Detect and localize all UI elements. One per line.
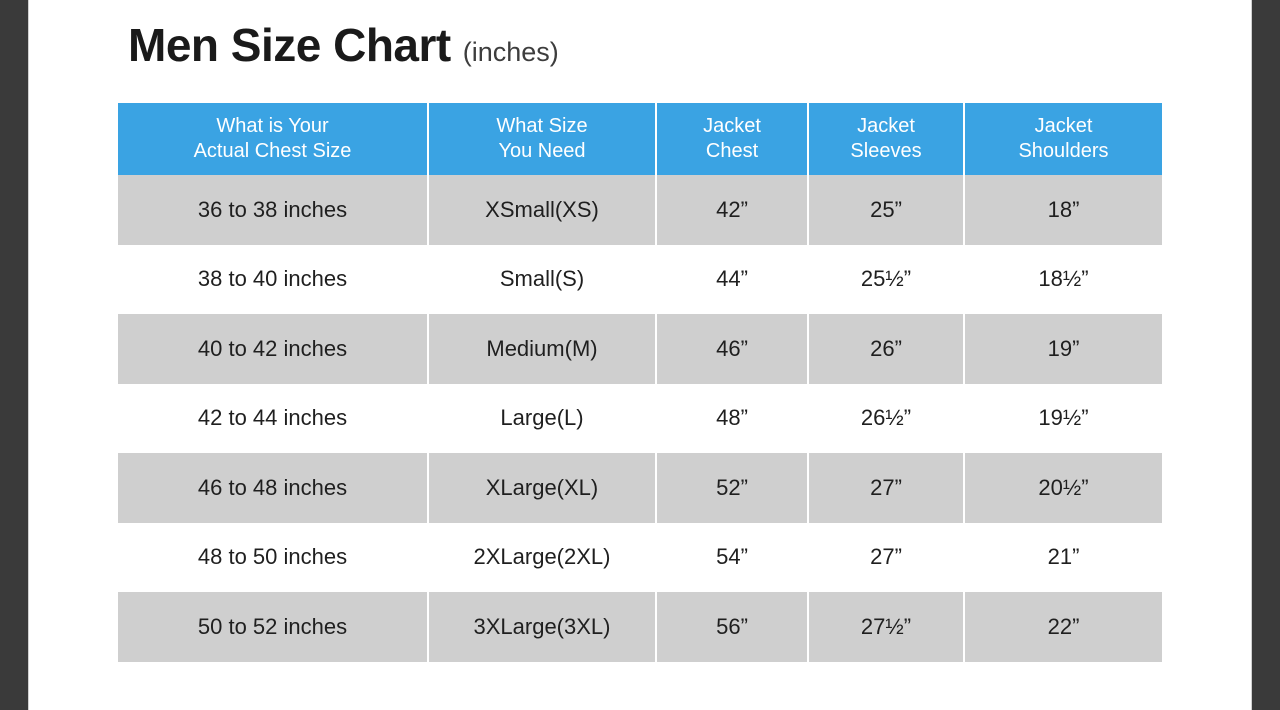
cell-jacket-chest: 56” xyxy=(656,592,808,662)
cell-actual-chest: 38 to 40 inches xyxy=(118,245,428,315)
cell-actual-chest: 48 to 50 inches xyxy=(118,523,428,593)
table-row xyxy=(118,245,1162,315)
header-line-1: What is Your xyxy=(216,115,329,137)
cell-jacket-chest: 52” xyxy=(656,453,808,523)
column-header-jacket-shoulders xyxy=(964,103,1162,175)
cell-jacket-shoulders: 18½” xyxy=(964,245,1162,315)
cell-jacket-shoulders: 20½” xyxy=(964,453,1162,523)
header-line-1: What Size xyxy=(496,115,588,137)
cell-actual-chest: 50 to 52 inches xyxy=(118,592,428,662)
cell-jacket-chest: 44” xyxy=(656,245,808,315)
table-row xyxy=(118,453,1162,523)
cell-actual-chest: 42 to 44 inches xyxy=(118,384,428,454)
cell-jacket-sleeves: 27½” xyxy=(808,592,964,662)
chart-sheet xyxy=(28,0,1252,710)
cell-actual-chest: 36 to 38 inches xyxy=(118,175,428,245)
cell-jacket-shoulders: 22” xyxy=(964,592,1162,662)
cell-size-needed: Medium(M) xyxy=(428,314,656,384)
sheet-right-border xyxy=(1251,0,1252,710)
column-header-jacket-sleeves xyxy=(808,103,964,175)
cell-jacket-sleeves: 25” xyxy=(808,175,964,245)
cell-jacket-sleeves: 25½” xyxy=(808,245,964,315)
cell-size-needed: 2XLarge(2XL) xyxy=(428,523,656,593)
cell-jacket-sleeves: 26½” xyxy=(808,384,964,454)
cell-jacket-sleeves: 27” xyxy=(808,523,964,593)
header-line-1: Jacket xyxy=(1034,115,1093,137)
table-header xyxy=(118,103,1162,175)
table-row xyxy=(118,175,1162,245)
cell-actual-chest: 46 to 48 inches xyxy=(118,453,428,523)
page-title xyxy=(128,18,559,72)
cell-size-needed: 3XLarge(3XL) xyxy=(428,592,656,662)
cell-actual-chest: 40 to 42 inches xyxy=(118,314,428,384)
left-gutter xyxy=(0,0,28,710)
cell-size-needed: XSmall(XS) xyxy=(428,175,656,245)
header-line-2: You Need xyxy=(498,140,586,162)
header-line-2: Actual Chest Size xyxy=(193,140,352,162)
header-line-2: Shoulders xyxy=(1018,140,1109,162)
cell-jacket-shoulders: 18” xyxy=(964,175,1162,245)
header-line-2: Chest xyxy=(705,140,759,162)
header-line-1: Jacket xyxy=(703,115,761,137)
cell-jacket-sleeves: 26” xyxy=(808,314,964,384)
cell-jacket-chest: 48” xyxy=(656,384,808,454)
table-row xyxy=(118,384,1162,454)
cell-jacket-sleeves: 27” xyxy=(808,453,964,523)
table-row xyxy=(118,523,1162,593)
column-header-size-needed xyxy=(428,103,656,175)
right-gutter xyxy=(1252,0,1280,710)
header-line-1: Jacket xyxy=(857,115,915,137)
cell-jacket-chest: 42” xyxy=(656,175,808,245)
cell-size-needed: XLarge(XL) xyxy=(428,453,656,523)
size-chart-table xyxy=(118,103,1162,662)
title-unit-text: (inches) xyxy=(462,37,559,67)
column-header-jacket-chest xyxy=(656,103,808,175)
table-header-row xyxy=(118,103,1162,175)
table-row xyxy=(118,592,1162,662)
cell-size-needed: Small(S) xyxy=(428,245,656,315)
cell-jacket-chest: 46” xyxy=(656,314,808,384)
column-header-actual-chest xyxy=(118,103,428,175)
header-line-2: Sleeves xyxy=(850,140,922,162)
cell-jacket-shoulders: 19” xyxy=(964,314,1162,384)
table-body xyxy=(118,175,1162,662)
cell-size-needed: Large(L) xyxy=(428,384,656,454)
cell-jacket-shoulders: 21” xyxy=(964,523,1162,593)
cell-jacket-chest: 54” xyxy=(656,523,808,593)
cell-jacket-shoulders: 19½” xyxy=(964,384,1162,454)
sheet-left-border xyxy=(28,0,29,710)
title-main-text: Men Size Chart xyxy=(128,19,451,71)
table-row xyxy=(118,314,1162,384)
